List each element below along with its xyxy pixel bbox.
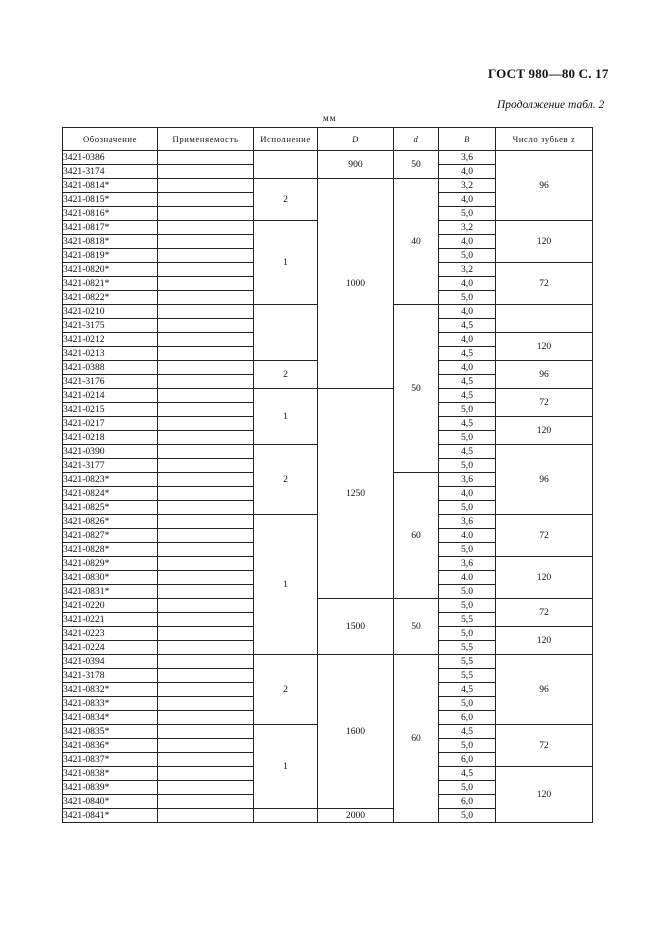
application-cell	[158, 809, 254, 823]
width-b-cell: 6,0	[439, 795, 496, 809]
teeth-count-cell: 120	[496, 767, 593, 823]
application-cell	[158, 193, 254, 207]
application-cell	[158, 613, 254, 627]
designation-cell: 3421-0215	[63, 403, 158, 417]
width-b-cell: 3,6	[439, 515, 496, 529]
designation-cell: 3421-0818*	[63, 235, 158, 249]
width-b-cell: 6,0	[439, 711, 496, 725]
designation-cell: 3421-0816*	[63, 207, 158, 221]
application-cell	[158, 445, 254, 459]
teeth-count-cell	[496, 305, 593, 333]
width-b-cell: 4.0	[439, 571, 496, 585]
outer-diameter-cell: 1000	[318, 179, 394, 389]
table-row	[63, 599, 593, 613]
designation-cell: 3421-0820*	[63, 263, 158, 277]
application-cell	[158, 179, 254, 193]
application-cell	[158, 249, 254, 263]
application-cell	[158, 767, 254, 781]
application-cell	[158, 599, 254, 613]
version-cell: 1	[254, 725, 318, 809]
teeth-count-cell: 72	[496, 389, 593, 417]
outer-diameter-cell: 1500	[318, 599, 394, 655]
designation-cell: 3421-0221	[63, 613, 158, 627]
designation-cell: 3421-0826*	[63, 515, 158, 529]
application-cell	[158, 781, 254, 795]
col-header-application: Применяемость	[158, 128, 254, 151]
col-header-D: D	[318, 128, 394, 151]
bore-diameter-cell: 50	[394, 599, 439, 655]
designation-cell: 3421-0819*	[63, 249, 158, 263]
application-cell	[158, 375, 254, 389]
designation-cell: 3421-0217	[63, 417, 158, 431]
application-cell	[158, 305, 254, 319]
designation-cell: 3421-0839*	[63, 781, 158, 795]
application-cell	[158, 515, 254, 529]
designation-cell: 3421-0823*	[63, 473, 158, 487]
bore-diameter-cell: 60	[394, 655, 439, 823]
application-cell	[158, 753, 254, 767]
application-cell	[158, 165, 254, 179]
application-cell	[158, 319, 254, 333]
width-b-cell: 3,6	[439, 473, 496, 487]
application-cell	[158, 291, 254, 305]
outer-diameter-cell: 1250	[318, 389, 394, 599]
application-cell	[158, 263, 254, 277]
application-cell	[158, 277, 254, 291]
width-b-cell: 4,5	[439, 767, 496, 781]
designation-cell: 3421-0835*	[63, 725, 158, 739]
version-cell: 1	[254, 515, 318, 655]
outer-diameter-cell: 1600	[318, 655, 394, 809]
col-header-designation: Обозначение	[63, 128, 158, 151]
designation-cell: 3421-0218	[63, 431, 158, 445]
designation-cell: 3421-0824*	[63, 487, 158, 501]
application-cell	[158, 501, 254, 515]
width-b-cell: 4,5	[439, 389, 496, 403]
designation-cell: 3421-0388	[63, 361, 158, 375]
teeth-count-cell: 72	[496, 725, 593, 767]
designation-cell: 3421-0830*	[63, 571, 158, 585]
application-cell	[158, 557, 254, 571]
width-b-cell: 4,5	[439, 417, 496, 431]
version-cell: 2	[254, 179, 318, 221]
application-cell	[158, 361, 254, 375]
bore-diameter-cell: 40	[394, 179, 439, 305]
width-b-cell: 3,2	[439, 179, 496, 193]
teeth-count-cell: 72	[496, 515, 593, 557]
application-cell	[158, 795, 254, 809]
width-b-cell: 5,5	[439, 613, 496, 627]
application-cell	[158, 389, 254, 403]
width-b-cell: 4,0	[439, 277, 496, 291]
width-b-cell: 5.0	[439, 585, 496, 599]
width-b-cell: 5,5	[439, 669, 496, 683]
width-b-cell: 5,0	[439, 781, 496, 795]
application-cell	[158, 627, 254, 641]
width-b-cell: 5,0	[439, 403, 496, 417]
version-cell: 2	[254, 445, 318, 515]
outer-diameter-cell: 900	[318, 151, 394, 179]
width-b-cell: 5,0	[439, 739, 496, 753]
designation-cell: 3421-0224	[63, 641, 158, 655]
width-b-cell: 5,0	[439, 627, 496, 641]
units-label: мм	[323, 113, 337, 123]
width-b-cell: 5,0	[439, 249, 496, 263]
width-b-cell: 5,0	[439, 431, 496, 445]
designation-cell: 3421-0825*	[63, 501, 158, 515]
designation-cell: 3421-0212	[63, 333, 158, 347]
width-b-cell: 5,5	[439, 655, 496, 669]
application-cell	[158, 459, 254, 473]
application-cell	[158, 487, 254, 501]
designation-cell: 3421-0394	[63, 655, 158, 669]
designation-cell: 3421-0817*	[63, 221, 158, 235]
outer-diameter-cell: 2000	[318, 809, 394, 823]
width-b-cell: 6,0	[439, 753, 496, 767]
designation-cell: 3421-0838*	[63, 767, 158, 781]
designation-cell: 3421-0213	[63, 347, 158, 361]
designation-cell: 3421-0210	[63, 305, 158, 319]
designation-cell: 3421-0828*	[63, 543, 158, 557]
col-header-d: d	[394, 128, 439, 151]
application-cell	[158, 431, 254, 445]
designation-cell: 3421-3175	[63, 319, 158, 333]
designation-cell: 3421-0214	[63, 389, 158, 403]
width-b-cell: 4,0	[439, 333, 496, 347]
version-cell: 2	[254, 655, 318, 725]
designation-cell: 3421-0386	[63, 151, 158, 165]
designation-cell: 3421-0814*	[63, 179, 158, 193]
teeth-count-cell: 120	[496, 221, 593, 263]
width-b-cell: 4,5	[439, 319, 496, 333]
teeth-count-cell: 96	[496, 445, 593, 515]
designation-cell: 3421-0821*	[63, 277, 158, 291]
designation-cell: 3421-0220	[63, 599, 158, 613]
width-b-cell: 4,0	[439, 487, 496, 501]
width-b-cell: 5,5	[439, 641, 496, 655]
designation-cell: 3421-0833*	[63, 697, 158, 711]
designation-cell: 3421-0840*	[63, 795, 158, 809]
width-b-cell: 4,0	[439, 235, 496, 249]
version-cell	[254, 305, 318, 361]
table-header-row	[63, 128, 593, 151]
designation-cell: 3421-0390	[63, 445, 158, 459]
designation-cell: 3421-3178	[63, 669, 158, 683]
application-cell	[158, 543, 254, 557]
width-b-cell: 5,0	[439, 501, 496, 515]
application-cell	[158, 417, 254, 431]
designation-cell: 3421-0815*	[63, 193, 158, 207]
col-header-B: B	[439, 128, 496, 151]
table-body	[63, 151, 593, 823]
application-cell	[158, 655, 254, 669]
version-cell: 1	[254, 221, 318, 305]
designation-cell: 3421-0829*	[63, 557, 158, 571]
application-cell	[158, 669, 254, 683]
table-continuation-caption: Продолжение табл. 2	[497, 99, 605, 111]
application-cell	[158, 529, 254, 543]
table-row	[63, 151, 593, 165]
width-b-cell: 5,0	[439, 291, 496, 305]
width-b-cell: 4,0	[439, 193, 496, 207]
width-b-cell: 4,5	[439, 445, 496, 459]
application-cell	[158, 725, 254, 739]
page-header: ГОСТ 980—80 С. 17	[488, 66, 609, 81]
version-cell: 2	[254, 361, 318, 389]
width-b-cell: 5,0	[439, 543, 496, 557]
application-cell	[158, 333, 254, 347]
application-cell	[158, 151, 254, 165]
width-b-cell: 4,0	[439, 165, 496, 179]
table-row	[63, 655, 593, 669]
width-b-cell: 5,0	[439, 207, 496, 221]
width-b-cell: 4,0	[439, 361, 496, 375]
teeth-count-cell: 96	[496, 361, 593, 389]
application-cell	[158, 585, 254, 599]
designation-cell: 3421-0837*	[63, 753, 158, 767]
application-cell	[158, 221, 254, 235]
application-cell	[158, 403, 254, 417]
designation-cell: 3421-0822*	[63, 291, 158, 305]
width-b-cell: 4,5	[439, 347, 496, 361]
designation-cell: 3421-0223	[63, 627, 158, 641]
teeth-count-cell: 120	[496, 557, 593, 599]
designation-cell: 3421-3174	[63, 165, 158, 179]
width-b-cell: 5,0	[439, 459, 496, 473]
width-b-cell: 5,0	[439, 809, 496, 823]
designation-cell: 3421-0827*	[63, 529, 158, 543]
teeth-count-cell: 96	[496, 151, 593, 221]
application-cell	[158, 473, 254, 487]
application-cell	[158, 571, 254, 585]
width-b-cell: 5,0	[439, 697, 496, 711]
application-cell	[158, 641, 254, 655]
bore-diameter-cell: 60	[394, 473, 439, 599]
teeth-count-cell: 120	[496, 627, 593, 655]
col-header-teeth: Число зубьев z	[496, 128, 593, 151]
designation-cell: 3421-3176	[63, 375, 158, 389]
width-b-cell: 4,0	[439, 305, 496, 319]
teeth-count-cell: 72	[496, 263, 593, 305]
width-b-cell: 3,6	[439, 557, 496, 571]
designation-cell: 3421-3177	[63, 459, 158, 473]
designation-cell: 3421-0831*	[63, 585, 158, 599]
application-cell	[158, 235, 254, 249]
teeth-count-cell: 120	[496, 417, 593, 445]
table-row	[63, 389, 593, 403]
teeth-count-cell: 96	[496, 655, 593, 725]
specification-table	[62, 127, 593, 823]
width-b-cell: 5,0	[439, 599, 496, 613]
width-b-cell: 4.0	[439, 529, 496, 543]
bore-diameter-cell: 50	[394, 151, 439, 179]
application-cell	[158, 347, 254, 361]
width-b-cell: 4,5	[439, 683, 496, 697]
application-cell	[158, 697, 254, 711]
designation-cell: 3421-0841*	[63, 809, 158, 823]
width-b-cell: 4,5	[439, 375, 496, 389]
width-b-cell: 3,6	[439, 151, 496, 165]
designation-cell: 3421-0834*	[63, 711, 158, 725]
teeth-count-cell: 72	[496, 599, 593, 627]
application-cell	[158, 711, 254, 725]
col-header-version: Исполнение	[254, 128, 318, 151]
teeth-count-cell: 120	[496, 333, 593, 361]
width-b-cell: 3,2	[439, 263, 496, 277]
width-b-cell: 4,5	[439, 725, 496, 739]
application-cell	[158, 683, 254, 697]
version-cell: 1	[254, 389, 318, 445]
width-b-cell: 3,2	[439, 221, 496, 235]
application-cell	[158, 739, 254, 753]
version-cell	[254, 151, 318, 179]
designation-cell: 3421-0836*	[63, 739, 158, 753]
version-cell	[254, 809, 318, 823]
designation-cell: 3421-0832*	[63, 683, 158, 697]
bore-diameter-cell: 50	[394, 305, 439, 473]
application-cell	[158, 207, 254, 221]
